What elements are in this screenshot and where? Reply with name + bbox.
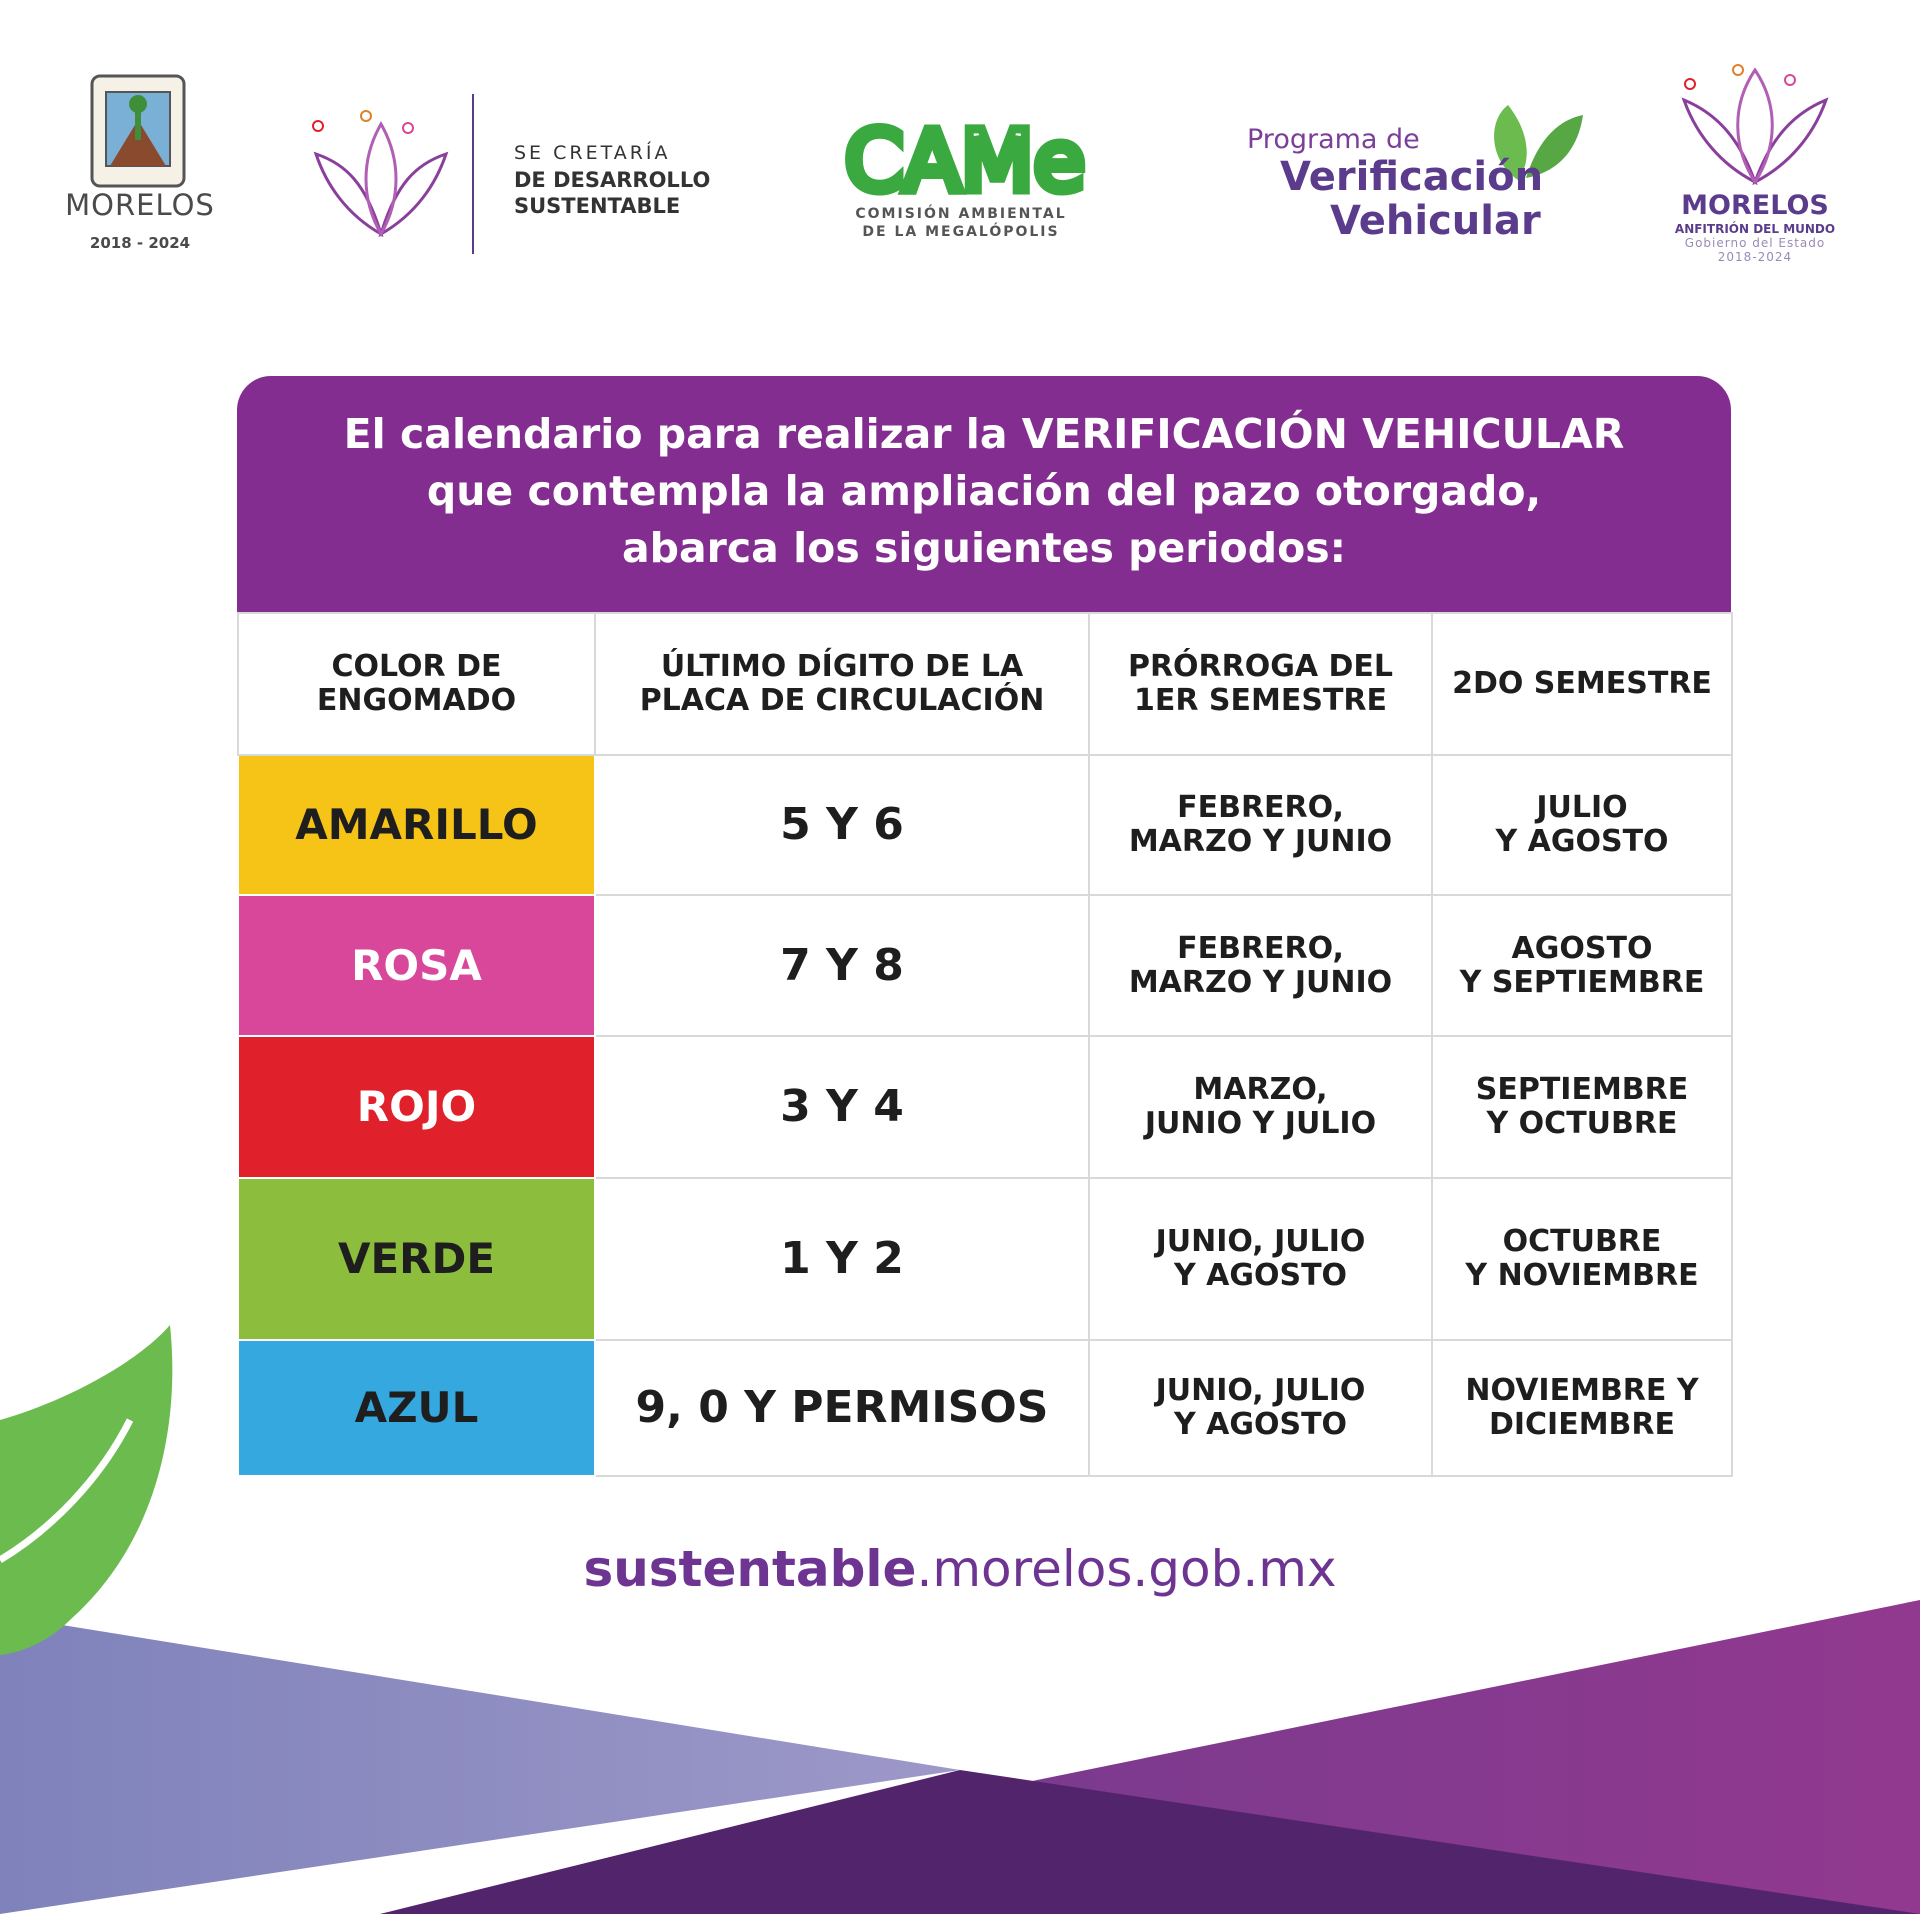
plate-digit-cell: 7 Y 8 (595, 895, 1089, 1036)
morelos-brand-logo (1660, 60, 1850, 270)
came-line2: DE LA MEGALÓPOLIS (862, 224, 1060, 240)
plate-digit-cell: 1 Y 2 (595, 1178, 1089, 1340)
programa-line1: Programa de (1247, 124, 1420, 155)
plate-digit-cell: 9, 0 Y PERMISOS (595, 1340, 1089, 1476)
sticker-color-cell: ROSA (238, 895, 595, 1036)
programa-line2: Verificación (1280, 154, 1544, 200)
second-semester-cell: SEPTIEMBRE Y OCTUBRE (1432, 1036, 1732, 1178)
header-color: COLOR DE ENGOMADO (238, 613, 595, 755)
table-row (238, 1340, 1732, 1476)
came-logo (800, 120, 1130, 250)
morelos-brand-name: MORELOS (1681, 190, 1829, 221)
programa-line3: Vehicular (1330, 198, 1541, 244)
banner-line2: que contempla la ampliación del pazo otorgado, (426, 467, 1542, 515)
table-row (238, 1178, 1732, 1340)
header-digit: ÚLTIMO DÍGITO DE LA PLACA DE CIRCULACIÓN (595, 613, 1089, 755)
lotus-flower-icon (306, 104, 456, 254)
sticker-color-cell: VERDE (238, 1178, 595, 1340)
second-semester-cell: OCTUBRE Y NOVIEMBRE (1432, 1178, 1732, 1340)
secretaria-logo (300, 80, 740, 260)
banner-line1: El calendario para realizar la VERIFICACIÓN VEHICULAR (343, 410, 1625, 458)
table-row (238, 755, 1732, 895)
first-semester-cell: MARZO, JUNIO Y JULIO (1089, 1036, 1432, 1178)
secretaria-line2: DE DESARROLLO (514, 168, 711, 192)
lotus-flower-icon (1660, 60, 1850, 190)
verification-calendar-table (237, 612, 1733, 1477)
first-semester-cell: FEBRERO, MARZO Y JUNIO (1089, 895, 1432, 1036)
came-line1: COMISIÓN AMBIENTAL (855, 206, 1067, 222)
first-semester-cell: JUNIO, JULIO Y AGOSTO (1089, 1178, 1432, 1340)
url-bold-part: sustentable (583, 1540, 917, 1598)
svg-text:CAMe: CAMe (844, 120, 1086, 200)
table-header-row (238, 613, 1732, 755)
plate-digit-cell: 5 Y 6 (595, 755, 1089, 895)
second-semester-cell: NOVIEMBRE Y DICIEMBRE (1432, 1340, 1732, 1476)
first-semester-cell: FEBRERO, MARZO Y JUNIO (1089, 755, 1432, 895)
morelos-shield-logo (60, 68, 220, 258)
header-first-semester: PRÓRROGA DEL 1ER SEMESTRE (1089, 613, 1432, 755)
calendar-banner (237, 376, 1731, 612)
first-semester-cell: JUNIO, JULIO Y AGOSTO (1089, 1340, 1432, 1476)
header-second-semester: 2DO SEMESTRE (1432, 613, 1732, 755)
logo-divider (472, 94, 474, 254)
came-wordmark-icon (800, 120, 1130, 200)
shield-years: 2018 - 2024 (89, 234, 191, 252)
secretaria-line3: SUSTENTABLE (514, 194, 681, 218)
calendar-card (237, 376, 1731, 1476)
programa-verificacion-logo (1240, 100, 1580, 250)
morelos-brand-tagline: ANFITRIÓN DEL MUNDO (1674, 222, 1836, 236)
banner-line3: abarca los siguientes periodos: (621, 524, 1347, 572)
plate-digit-cell: 3 Y 4 (595, 1036, 1089, 1178)
sticker-color-cell: ROJO (238, 1036, 595, 1178)
website-link[interactable] (0, 1540, 1920, 1598)
sticker-color-cell: AZUL (238, 1340, 595, 1476)
second-semester-cell: JULIO Y AGOSTO (1432, 755, 1732, 895)
shield-state-name: MORELOS (65, 188, 215, 222)
table-row (238, 1036, 1732, 1178)
secretaria-line1: SE CRETARÍA (514, 142, 671, 164)
morelos-brand-gov: Gobierno del Estado (1684, 236, 1826, 250)
second-semester-cell: AGOSTO Y SEPTIEMBRE (1432, 895, 1732, 1036)
morelos-brand-years: 2018-2024 (1717, 250, 1793, 264)
sticker-color-cell: AMARILLO (238, 755, 595, 895)
coat-of-arms-icon (90, 74, 186, 188)
url-rest-part: .morelos.gob.mx (916, 1540, 1337, 1598)
table-row (238, 895, 1732, 1036)
